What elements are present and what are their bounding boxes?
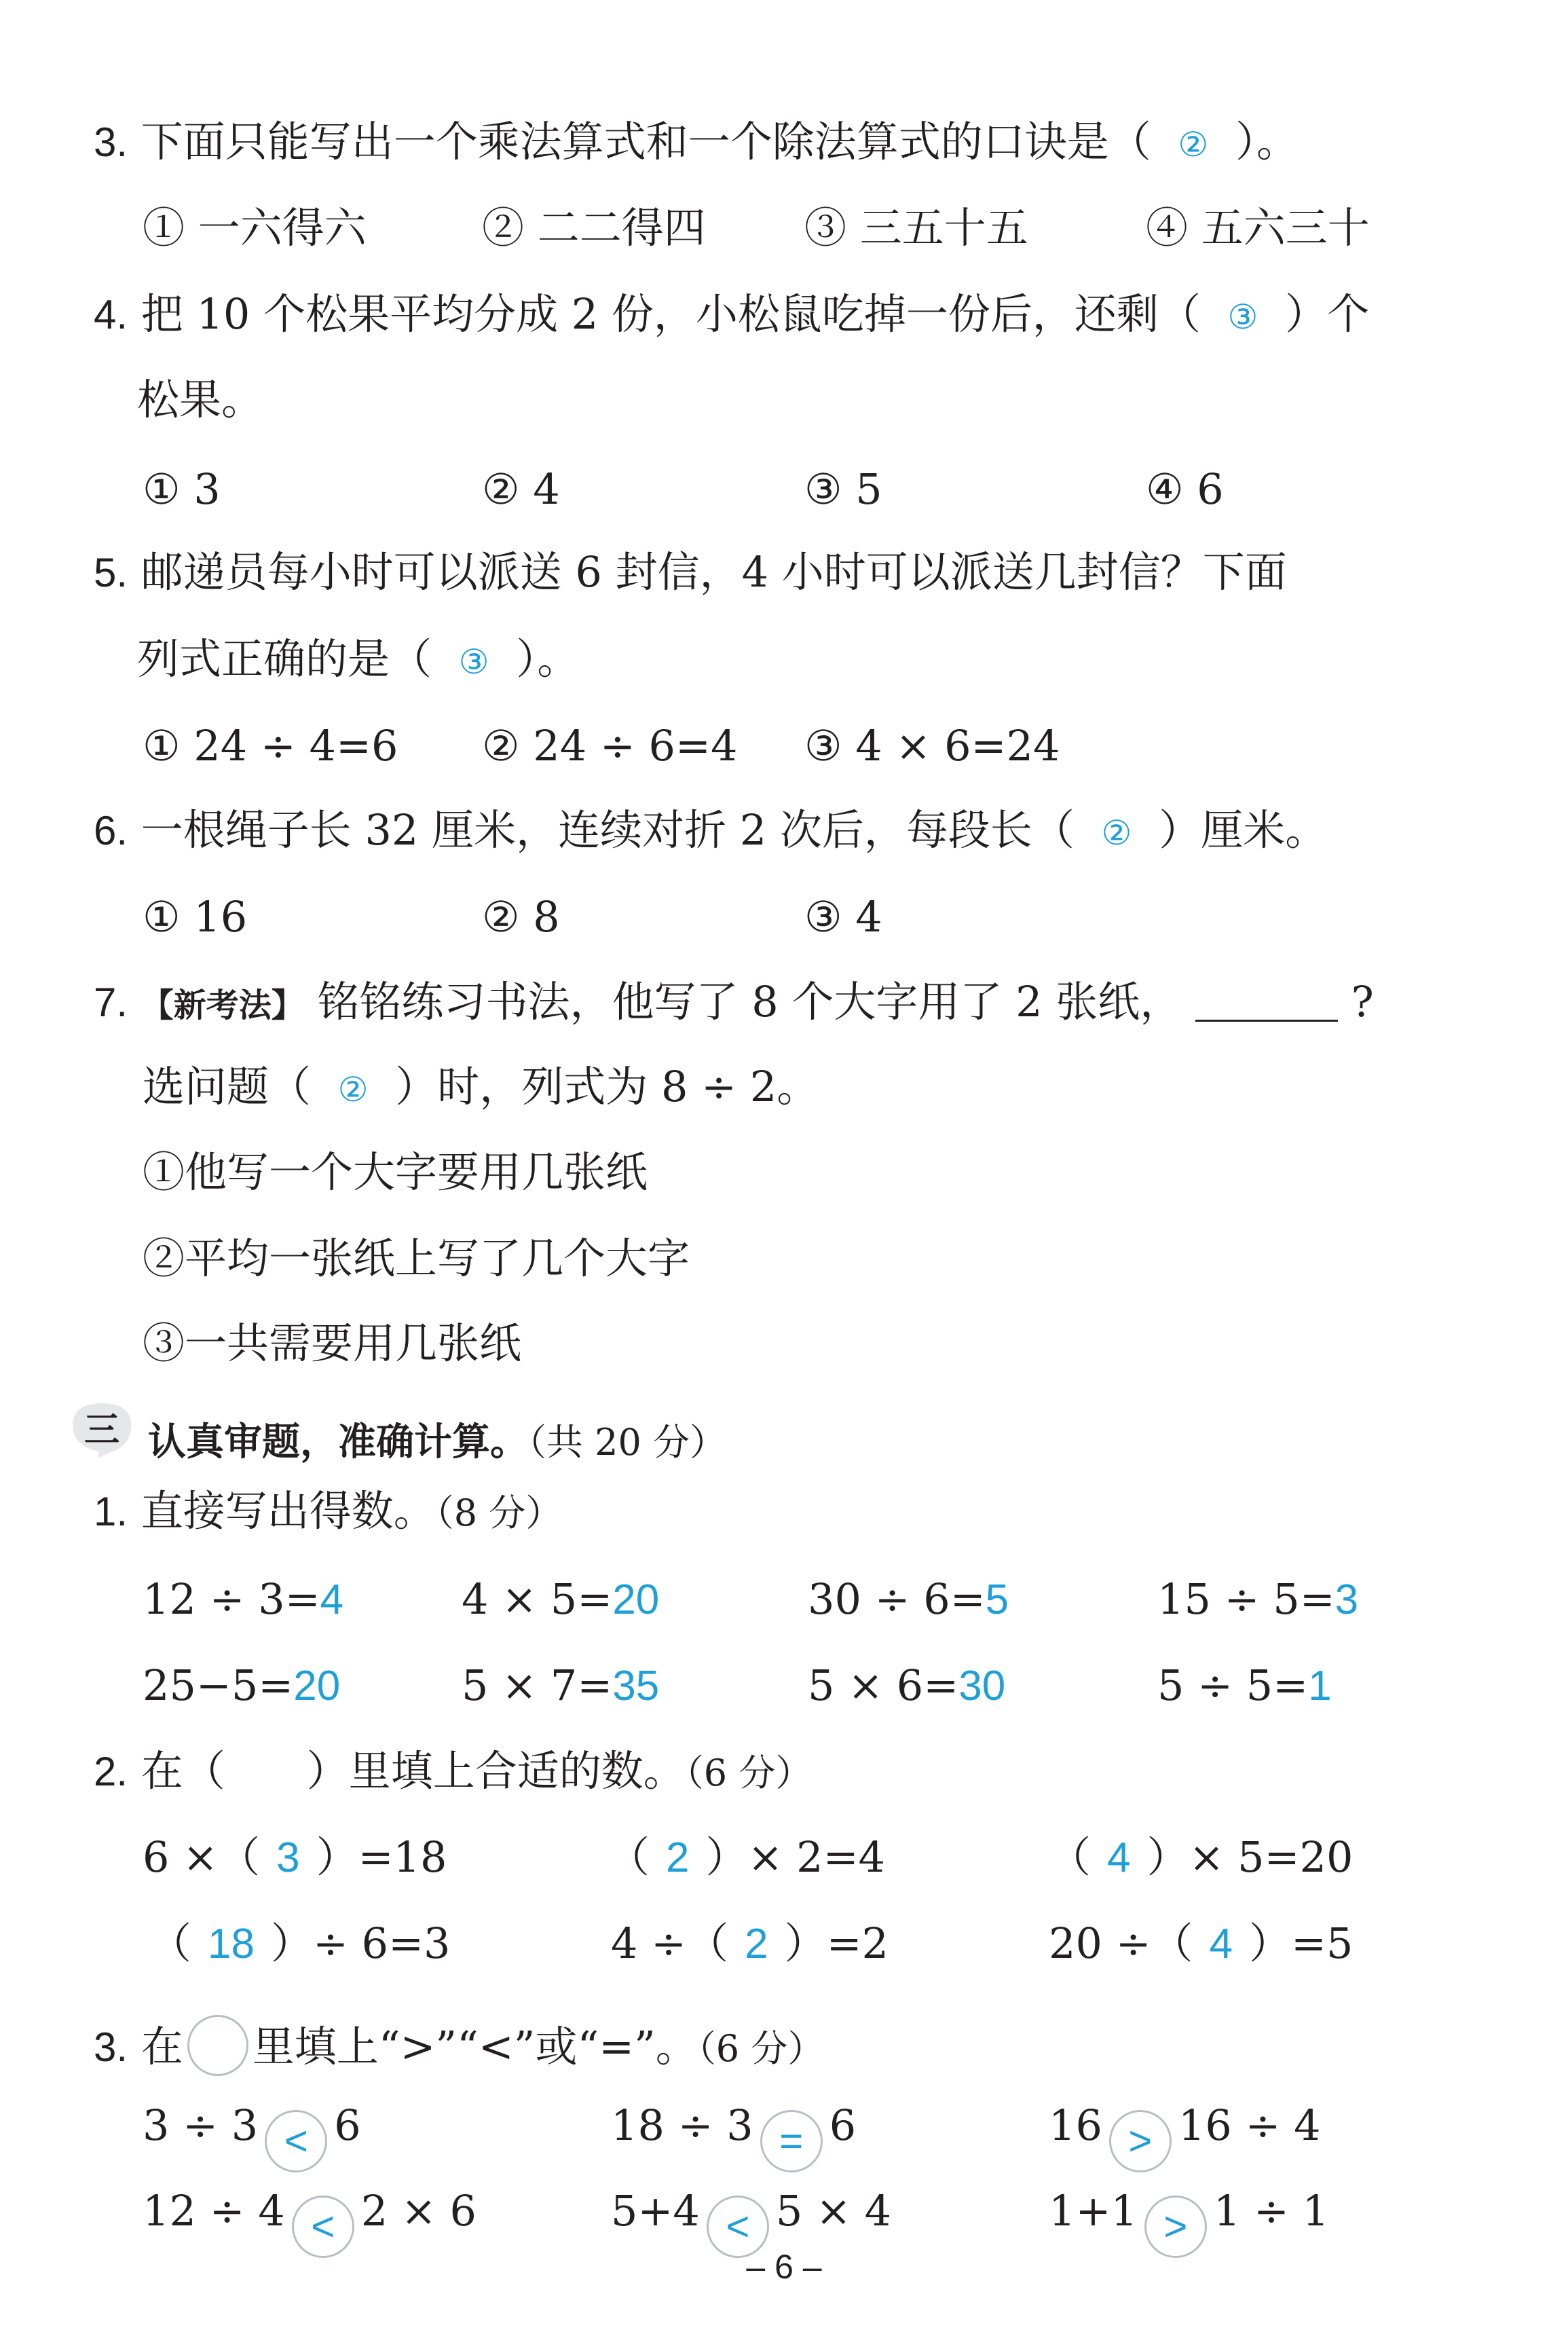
question-score: （6 分） [685,1752,813,1794]
compare-item [1049,2100,1321,2172]
question-5 [94,547,1287,597]
calc-question-2 [94,1746,813,1796]
calc-answer: 1 [1308,1663,1332,1709]
fill-suffix: ）=18 [316,1832,447,1882]
compare-sign-circle: > [1144,2196,1207,2258]
calc-expression: 15 ÷ 5= [1157,1574,1335,1624]
fill-prefix: （ [1049,1832,1091,1882]
option: ① 24 ÷ 4=6 [143,721,398,771]
calc-item [143,1574,344,1624]
option: ② 24 ÷ 6=4 [482,721,738,771]
answer-value: ② [1178,125,1209,164]
question-number: 3. [94,2024,128,2070]
option: ① 一六得六 [143,203,367,253]
calc-item [1157,1661,1332,1710]
fill-suffix: ）÷ 6=3 [270,1919,451,1968]
fill-answer: 2 [666,1834,690,1881]
fill-item [611,1919,889,1968]
question-text: 在 [141,2022,183,2071]
question-7-line-2 [143,1062,819,1111]
fill-prefix: 6 ×（ [143,1832,261,1882]
question-text: 在（ [141,1746,225,1796]
question-text: 把 10 个松果平均分成 2 份，小松鼠吃掉一份后，还剩（ [141,289,1201,339]
calc-item [808,1574,1009,1624]
option: ③ 4 × 6=24 [804,721,1060,771]
fill-suffix: ）=2 [784,1919,889,1968]
question-text: 铭铭练习书法，他写了 8 个大字用了 2 张纸， [317,977,1182,1026]
option: ② 二二得四 [482,203,706,253]
question-mark: ? [1351,977,1374,1026]
option: ④ 五六三十 [1146,203,1370,253]
question-text: 直接写出得数。 [141,1486,436,1536]
calc-answer: 5 [985,1576,1009,1623]
option: ④ 6 [1146,464,1224,514]
answer-value: ② [337,1070,369,1109]
calc-expression: 5 × 6= [808,1661,959,1710]
question-number: 1. [94,1489,128,1534]
compare-right: 1 ÷ 1 [1213,2186,1330,2236]
fill-prefix: （ [149,1919,192,1968]
empty-circle-icon [187,2015,248,2076]
fill-item [143,1832,447,1882]
calc-item [462,1574,660,1624]
answer-value: ② [1101,813,1132,853]
calc-answer: 4 [320,1576,344,1623]
section-badge-icon [68,1400,136,1460]
calc-expression: 5 ÷ 5= [1157,1661,1309,1710]
fill-prefix: （ [608,1832,650,1882]
compare-sign-circle: < [707,2196,769,2258]
compare-right: 16 ÷ 4 [1178,2100,1321,2150]
option: ② 4 [482,464,560,514]
question-text: 一根绳子长 32 厘米，连续对折 2 次后，每段长（ [141,805,1075,855]
calc-item [808,1661,1006,1710]
compare-left: 12 ÷ 4 [143,2186,285,2236]
question-text: 邮递员每小时可以派送 6 封信，4 小时可以派送几封信？下面 [141,547,1287,597]
section-title-block [148,1412,726,1466]
question-5-line-2 [137,634,580,684]
question-number: 7. [94,980,128,1025]
question-text: 选问题（ [143,1062,312,1111]
calc-answer: 3 [1334,1576,1359,1623]
calc-question-3 [94,2015,824,2076]
question-text-end: ）。 [1235,117,1299,166]
fill-answer: 18 [208,1921,255,1967]
compare-right: 6 [829,2100,857,2150]
fill-suffix: ）× 2=4 [705,1832,885,1882]
section-score: （共 20 分） [528,1421,727,1464]
fill-answer: 3 [276,1834,300,1881]
question-text-continued: 松果。 [137,375,264,424]
calc-item [462,1661,660,1710]
fill-answer: 4 [1107,1834,1131,1881]
question-text-end: ）里填上合适的数。 [306,1746,686,1796]
option: ① 3 [143,464,221,514]
question-3 [94,117,1299,166]
fill-prefix: 4 ÷（ [611,1919,729,1968]
compare-left: 5+4 [611,2186,700,2236]
answer-value: ③ [1227,297,1258,337]
question-text-end: ）厘米。 [1159,805,1328,855]
question-text: 列式正确的是（ [137,634,432,684]
compare-left: 16 [1049,2100,1102,2150]
option: ③一共需要用几张纸 [143,1318,522,1368]
option: ③ 三五十五 [804,203,1028,253]
question-number: 3. [94,119,128,165]
compare-left: 18 ÷ 3 [611,2100,753,2150]
fill-item [608,1832,885,1882]
compare-left: 3 ÷ 3 [143,2100,259,2150]
calc-answer: 35 [612,1663,660,1709]
section-number: 三 [83,1410,120,1451]
compare-sign-circle: > [1109,2110,1172,2172]
option: ② 8 [482,892,560,942]
fill-item [149,1919,451,1968]
calc-expression: 12 ÷ 3= [143,1574,320,1624]
question-4 [94,289,1370,339]
question-number: 6. [94,808,128,853]
calc-expression: 4 × 5= [462,1574,613,1624]
compare-right: 5 × 4 [775,2186,892,2236]
question-number: 4. [94,292,128,337]
question-text: 下面只能写出一个乘法算式和一个除法算式的口诀是（ [141,117,1151,166]
calc-answer: 30 [958,1663,1006,1709]
calc-expression: 5 × 7= [462,1661,613,1710]
calc-answer: 20 [293,1663,341,1709]
fill-suffix: ）× 5=20 [1146,1832,1354,1882]
calc-item [1157,1574,1359,1624]
question-text-end: ）时，列式为 8 ÷ 2。 [395,1062,819,1111]
compare-sign-circle: < [292,2196,354,2258]
calc-item [143,1661,341,1710]
answer-value: ③ [458,642,489,682]
question-number: 2. [94,1749,128,1794]
fill-prefix: 20 ÷（ [1049,1919,1193,1968]
new-exam-tag: 【新考法】 [141,986,304,1024]
option: ③ 4 [804,892,882,942]
question-text-end: ）个 [1285,289,1370,339]
fill-suffix: ）=5 [1249,1919,1354,1968]
question-score: （6 分） [697,2027,825,2070]
compare-item [611,2100,857,2172]
calc-answer: 20 [612,1576,660,1623]
answer-blank [1195,982,1338,1022]
compare-right: 2 × 6 [360,2186,477,2236]
section-title: 认真审题，准确计算。 [148,1420,528,1464]
question-number: 5. [94,550,128,595]
compare-sign-circle: < [265,2110,327,2172]
compare-left: 1+1 [1049,2186,1138,2236]
option: ②平均一张纸上写了几个大字 [143,1234,690,1283]
page-number: – 6 – [746,2248,822,2286]
question-text-end: ）。 [516,634,580,684]
calc-question-1 [94,1486,563,1536]
compare-sign-circle: = [760,2110,823,2172]
option: ③ 5 [804,464,882,514]
fill-item [1049,1832,1354,1882]
compare-right: 6 [334,2100,361,2150]
question-score: （8 分） [435,1492,563,1534]
question-7 [94,977,1374,1026]
fill-item [1049,1919,1354,1968]
option: ①他写一个大字要用几张纸 [143,1147,648,1197]
fill-answer: 4 [1209,1921,1233,1967]
compare-item [143,2100,361,2172]
question-text-end: 里填上“>”“<”或“=”。 [252,2022,698,2071]
fill-answer: 2 [745,1921,768,1967]
calc-expression: 30 ÷ 6= [808,1574,986,1624]
option: ① 16 [143,892,248,942]
question-6 [94,805,1328,855]
calc-expression: 25−5= [143,1661,294,1710]
